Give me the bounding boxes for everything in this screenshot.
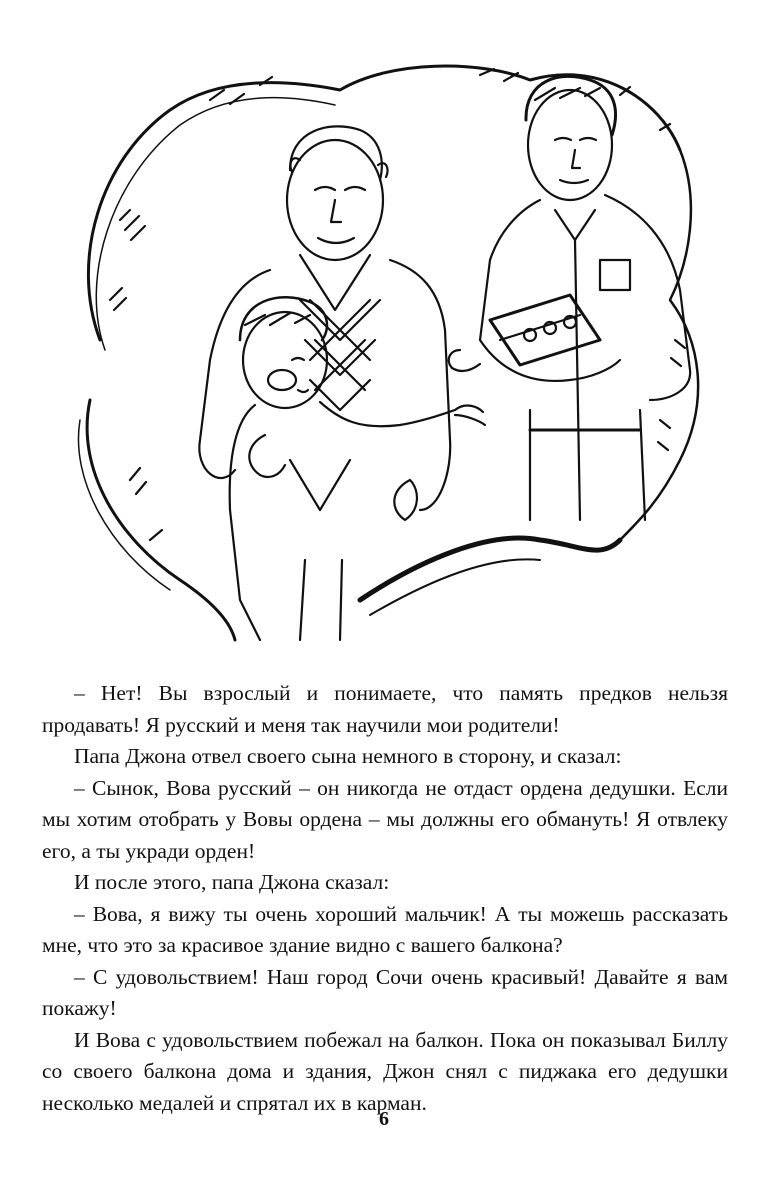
paragraph: – Нет! Вы взрослый и понимаете, что память предков нельзя продавать! Я русский и меня так научили мои родители! bbox=[42, 681, 728, 737]
paragraph: Папа Джона отвел своего сына немного в сторону, и сказал: bbox=[74, 744, 622, 768]
page-number: 6 bbox=[379, 1108, 389, 1130]
paragraph: – Вова, я вижу ты очень хороший мальчик! А ты можешь рассказать мне, что это за красивое здание видно с вашего балкона? bbox=[42, 901, 728, 957]
paragraph: И после этого, папа Джона сказал: bbox=[74, 870, 390, 894]
story-text bbox=[42, 678, 728, 1119]
family-medals-illustration-icon bbox=[60, 40, 720, 650]
illustration bbox=[60, 40, 720, 650]
paragraph: – С удовольствием! Наш город Сочи очень красивый! Давайте я вам покажу! bbox=[42, 964, 728, 1020]
paragraph: И Вова с удовольствием побежал на балкон. Пока он показывал Биллу со своего балкона дома и здания, Джон снял с пиджака его дедушки несколько медалей и спрятал их в карман. bbox=[42, 1027, 728, 1115]
paragraph: – Сынок, Вова русский – он никогда не отдаст ордена дедушки. Если мы хотим отобрать у Вовы ордена – мы должны его обмануть! Я отвлеку его, а ты укради орден! bbox=[42, 775, 728, 863]
